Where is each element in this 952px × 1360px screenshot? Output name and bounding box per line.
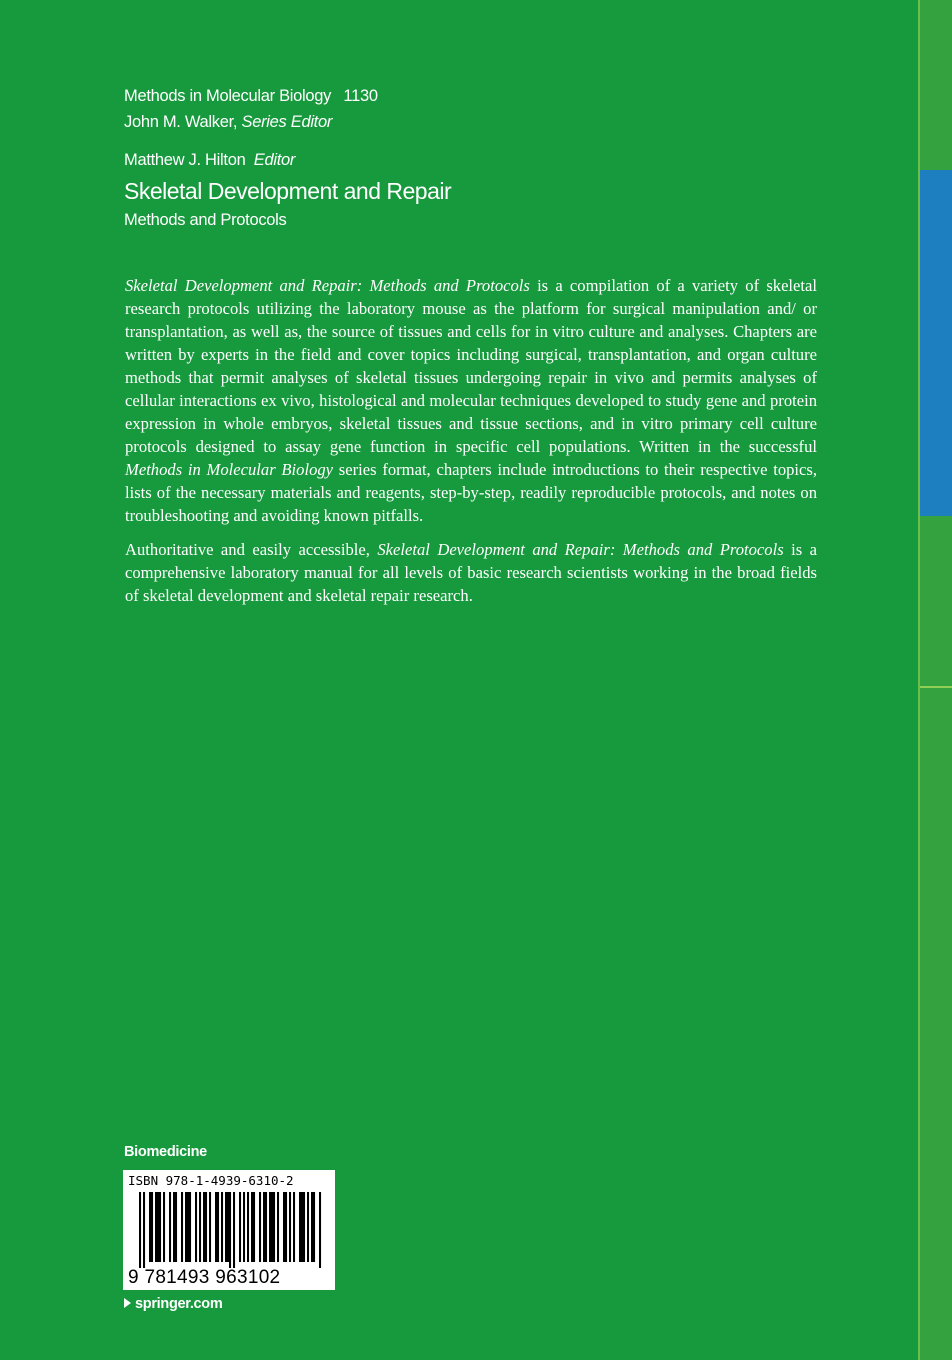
book-editor-role: Editor: [253, 151, 296, 169]
description-paragraph-1: [125, 274, 817, 527]
description-title-ref: Skeletal Development and Repair: Methods and Protocols: [377, 540, 784, 559]
series-number: 1130: [343, 87, 378, 105]
description-title-ref: Skeletal Development and Repair: Methods and Protocols: [125, 276, 530, 295]
book-editor-name: Matthew J. Hilton: [124, 151, 246, 169]
description-text: is a compilation of a variety of skeletal research protocols utilizing the laboratory mouse as the platform for surgical manipulation and/ or transplantation, as well as, the source of tissues and cells for in vitro culture and analyses. Chapters are written by experts in the field and cover topics including surgical, transplantation, and organ culture methods that permit analyses of skeletal tissues undergoing repair in vivo and permits analyses of cellular interactions ex vivo, histological and molecular techniques developed to study gene and protein expression in whole embryos, skeletal tissues and tissue sections, and in vitro primary cell culture protocols designed to assay gene function in specific cell populations. Written in the successful: [125, 276, 817, 456]
book-editor: [124, 148, 295, 172]
series-editor-role: Series Editor: [241, 113, 333, 131]
book-title: Skeletal Development and Repair: [124, 178, 452, 204]
series-editor-name: John M. Walker,: [124, 113, 238, 131]
subject-category: Biomedicine: [124, 1144, 207, 1160]
book-subtitle: Methods and Protocols: [124, 211, 287, 229]
description-text: series format, chapters include introductions to their respective topics, lists of the necessary materials and reagents, step-by-step, readily reproducible protocols, and notes on troubleshooting and avoiding known pitfalls.: [125, 460, 818, 525]
website-text: springer.com: [135, 1296, 223, 1312]
isbn-label: ISBN 978-1-4939-6310-2: [128, 1173, 294, 1188]
series-line: [124, 84, 378, 108]
barcode-bars: [139, 1192, 323, 1268]
website-link[interactable]: [124, 1294, 222, 1314]
description: [125, 274, 817, 618]
series-title: Methods in Molecular Biology: [124, 87, 332, 105]
spine-blue-band: [920, 170, 952, 516]
spine-divider-line: [920, 686, 952, 688]
description-paragraph-2: [125, 538, 817, 607]
description-series-ref: Methods in Molecular Biology: [125, 460, 334, 479]
barcode: [123, 1170, 335, 1290]
description-text: Authoritative and easily accessible,: [125, 540, 378, 559]
barcode-digits: 9 781493 963102: [128, 1267, 281, 1288]
description-text: is a comprehensive laboratory manual for all levels of basic research scientists working in the broad fields of skeletal development and skeletal repair research.: [125, 540, 817, 605]
series-editor: [124, 110, 332, 134]
arrow-right-icon: [124, 1298, 131, 1308]
